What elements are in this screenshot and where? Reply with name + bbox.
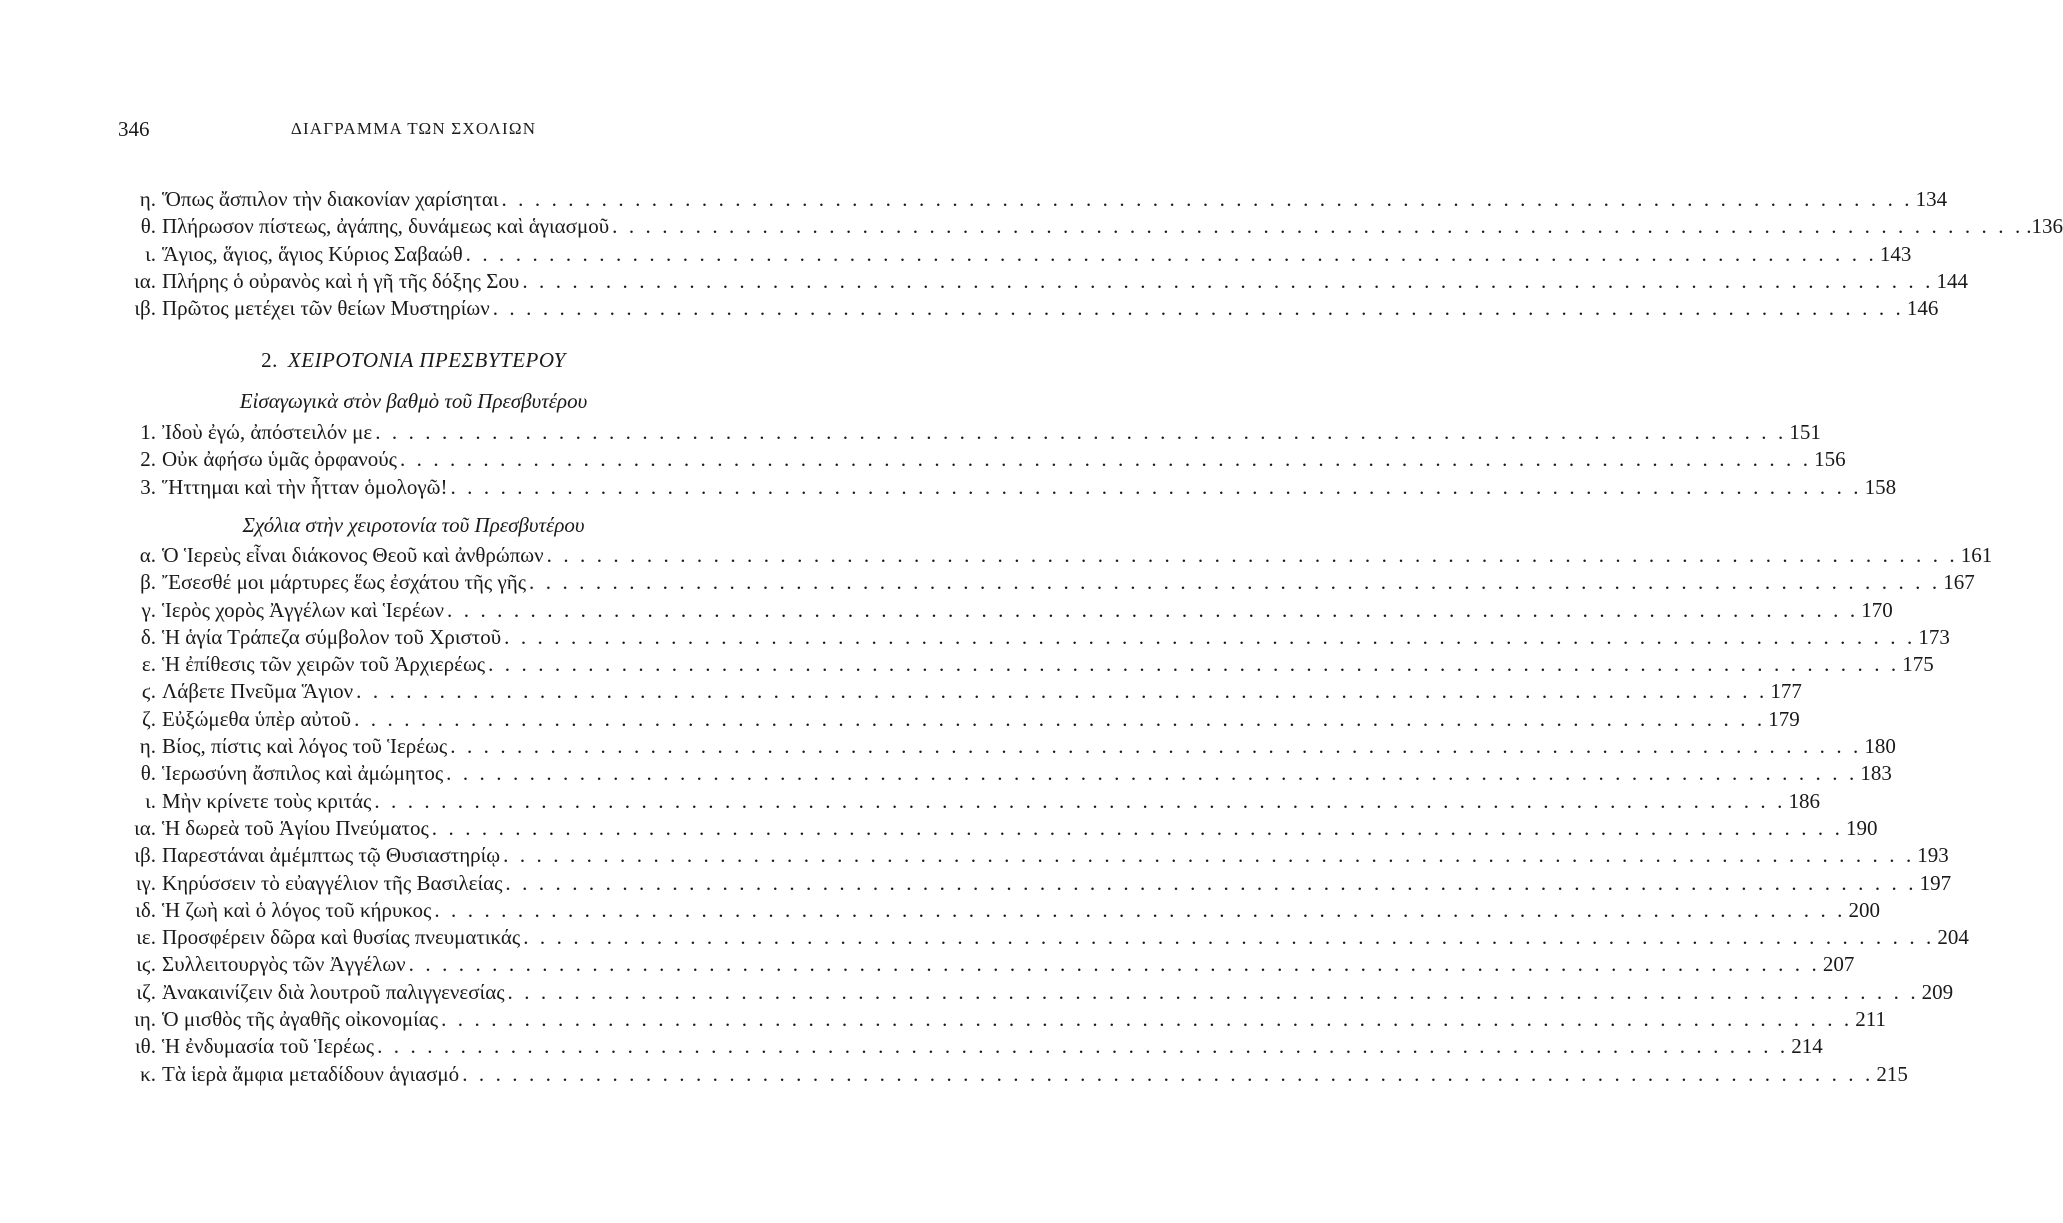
- entry-number: ιθ.: [135, 1034, 156, 1059]
- entry-page: 134: [1915, 187, 1948, 211]
- entry-number: θ.: [140, 214, 156, 239]
- entry-title: Εὐξώμεθα ὑπὲρ αὐτοῦ: [162, 706, 352, 731]
- dot-leader: [490, 295, 1907, 322]
- entry-title: Ἅγιος, ἅγιος, ἅγιος Κύριος Σαβαώθ: [162, 241, 463, 266]
- toc-entry: [118, 897, 1880, 924]
- section-title: ΧΕΙΡΟΤΟΝΙΑ ΠΡΕΣΒΥΤΕΡΟΥ: [287, 348, 566, 372]
- entry-page: 214: [1791, 1034, 1823, 1059]
- dot-leader: [372, 419, 1789, 446]
- entry-title: Ὅπως ἄσπιλον τὴν διακονίαν χαρίσηται: [162, 187, 499, 211]
- entry-title: Ἡ ἐπίθεσις τῶν χειρῶν τοῦ Ἀρχιερέως: [162, 652, 486, 677]
- toc-entry: [118, 842, 1949, 869]
- entry-number: ιδ.: [135, 897, 156, 922]
- intro-heading: Εἰσαγωγικὰ στὸν βαθμὸ τοῦ Πρεσβυτέρου: [239, 389, 588, 413]
- toc-entry: [118, 678, 1802, 705]
- dot-leader: [520, 924, 1937, 951]
- dot-leader: [351, 706, 1768, 733]
- entry-page: 158: [1864, 474, 1897, 499]
- entry-title: Λάβετε Πνεῦμα Ἅγιον: [162, 679, 354, 704]
- entry-number: 3.: [140, 474, 156, 499]
- entry-title: Οὐκ ἀφήσω ὑμᾶς ὀρφανούς: [162, 447, 397, 472]
- dot-leader: [609, 213, 2026, 240]
- entry-number: ε.: [141, 652, 156, 677]
- toc-entry: [118, 419, 1821, 446]
- entry-number: ιγ.: [135, 870, 156, 895]
- toc-entry: [118, 651, 1934, 678]
- entry-page: 175: [1902, 652, 1934, 677]
- entry-title: Κηρύσσειν τὸ εὐαγγέλιον τῆς Βασιλείας: [162, 870, 503, 895]
- dot-leader: [397, 446, 1814, 473]
- entry-number: ιη.: [134, 1007, 156, 1032]
- dot-leader: [526, 569, 1943, 596]
- entry-number: θ.: [140, 761, 156, 786]
- entry-title: Τὰ ἱερὰ ἄμφια μεταδίδουν ἁγιασμό: [162, 1061, 460, 1086]
- entry-title: Ἡ ἐνδυμασία τοῦ Ἱερέως: [162, 1034, 375, 1059]
- section-number: 2.: [261, 348, 278, 372]
- entry-page: 190: [1845, 815, 1878, 840]
- entry-title: Πρῶτος μετέχει τῶν θείων Μυστηρίων: [162, 296, 490, 321]
- toc-entry: [118, 542, 1993, 569]
- running-title: ΔΙΑΓΡΑΜΜΑ ΤΩΝ ΣΧΟΛΙΩΝ: [290, 119, 537, 138]
- entry-page: 215: [1876, 1061, 1908, 1086]
- entry-title: Ἡ ἁγία Τράπεζα σύμβολον τοῦ Χριστοῦ: [162, 624, 502, 649]
- dot-leader: [438, 1006, 1855, 1033]
- entry-page: 180: [1864, 734, 1896, 759]
- toc-entry: [118, 213, 2063, 240]
- entry-title: Προσφέρειν δῶρα καὶ θυσίας πνευματικάς: [162, 925, 521, 950]
- entry-title: Ὁ Ἱερεὺς εἶναι διάκονος Θεοῦ καὶ ἀνθρώπων: [162, 543, 544, 567]
- entry-page: 186: [1788, 788, 1820, 813]
- toc-entry: [118, 733, 1896, 760]
- entry-title: Ἡ ζωὴ καὶ ὁ λόγος τοῦ κήρυκος: [162, 897, 432, 922]
- dot-leader: [502, 870, 1919, 897]
- entry-number: ιβ.: [134, 296, 156, 321]
- entry-page: 207: [1822, 952, 1855, 977]
- entry-title: Ἡ δωρεὰ τοῦ Ἁγίου Πνεύματος: [162, 815, 429, 840]
- entry-page: 151: [1789, 420, 1821, 444]
- dot-leader: [447, 474, 1864, 501]
- toc-entry: [118, 924, 1969, 951]
- dot-leader: [498, 186, 1915, 213]
- toc-entry: [118, 706, 1800, 733]
- section-heading: [0, 348, 827, 373]
- entry-number: ιε.: [136, 925, 156, 950]
- entry-title: Βίος, πίστις καὶ λόγος τοῦ Ἱερέως: [162, 734, 448, 759]
- entry-number: γ.: [141, 597, 156, 622]
- entry-page: .136: [2026, 214, 2063, 239]
- dot-leader: [501, 624, 1918, 651]
- entry-page: 173: [1918, 624, 1950, 649]
- dot-leader: [374, 1033, 1791, 1060]
- entry-number: 2.: [140, 447, 156, 472]
- entry-number: β.: [140, 570, 156, 595]
- entry-title: Ἱερὸς χορὸς Ἀγγέλων καὶ Ἱερέων: [162, 597, 445, 622]
- toc-entry: [118, 979, 1954, 1006]
- entry-number: 1.: [140, 420, 156, 444]
- entry-page: 197: [1919, 870, 1952, 895]
- dot-leader: [500, 842, 1917, 869]
- entry-number: ζ.: [142, 706, 156, 731]
- toc-entry: [118, 1033, 1823, 1060]
- entry-number: α.: [139, 543, 156, 567]
- toc-entry: [118, 474, 1897, 501]
- dot-leader: [429, 815, 1846, 842]
- dot-leader: [371, 788, 1788, 815]
- toc-intro-list: [118, 419, 1897, 501]
- entry-number: η.: [139, 734, 156, 759]
- toc-entry: [118, 760, 1892, 787]
- toc-entry: [118, 446, 1846, 473]
- dot-leader: [505, 979, 1922, 1006]
- entry-number: ιϛ.: [136, 952, 156, 977]
- entry-title: Ἥττημαι καὶ τὴν ἧτταν ὁμολογῶ!: [162, 474, 448, 499]
- toc-comments-list: [118, 542, 1993, 1088]
- entry-number: ια.: [134, 268, 156, 293]
- entry-page: 200: [1848, 897, 1880, 922]
- entry-page: 177: [1770, 679, 1802, 704]
- entry-title: Ἱερωσύνη ἄσπιλος καὶ ἀμώμητος: [162, 761, 444, 786]
- entry-page: 179: [1768, 706, 1800, 731]
- entry-title: Ἀνακαινίζειν διὰ λουτροῦ παλιγγενεσίας: [162, 979, 505, 1004]
- entry-page: 204: [1937, 925, 1969, 950]
- dot-leader: [519, 268, 1936, 295]
- entry-title: Ἔσεσθέ μοι μάρτυρες ἕως ἐσχάτου τῆς γῆς: [162, 570, 527, 595]
- entry-title: Ὁ μισθὸς τῆς ἀγαθῆς οἰκονομίας: [162, 1007, 439, 1032]
- entry-page: 156: [1814, 447, 1846, 472]
- dot-leader: [459, 1061, 1876, 1088]
- entry-page: 167: [1943, 570, 1975, 595]
- dot-leader: [447, 733, 1864, 760]
- entry-number: κ.: [140, 1061, 156, 1086]
- entry-number: η.: [139, 187, 156, 211]
- comments-heading: Σχόλια στὴν χειροτονία τοῦ Πρεσβυτέρου: [242, 513, 585, 537]
- entry-page: 183: [1860, 761, 1892, 786]
- entry-number: ι.: [145, 241, 156, 266]
- page-header: [0, 117, 827, 145]
- entry-page: 209: [1921, 979, 1954, 1004]
- dot-leader: [485, 651, 1902, 678]
- toc-entry: [118, 624, 1950, 651]
- entry-page: 143: [1879, 241, 1912, 266]
- entry-title: Πλήρης ὁ οὐρανὸς καὶ ἡ γῆ τῆς δόξης Σου: [162, 268, 520, 293]
- entry-page: 211: [1855, 1007, 1886, 1032]
- entry-title: Συλλειτουργὸς τῶν Ἀγγέλων: [162, 952, 406, 977]
- toc-entry: [118, 569, 1975, 596]
- entry-number: ια.: [134, 815, 156, 840]
- entry-number: ι.: [145, 788, 156, 813]
- entry-title: Ἰδοὺ ἐγώ, ἀπόστειλόν με: [162, 420, 373, 444]
- entry-page: 161: [1960, 543, 1993, 567]
- dot-leader: [463, 241, 1880, 268]
- toc-entry: [118, 186, 1948, 213]
- dot-leader: [353, 678, 1770, 705]
- entry-page: 193: [1917, 843, 1949, 868]
- toc-entry: [118, 1061, 1908, 1088]
- toc-entry: [118, 597, 1893, 624]
- toc-entry: [118, 241, 1912, 268]
- entry-page: 170: [1861, 597, 1893, 622]
- entry-number: δ.: [140, 624, 156, 649]
- dot-leader: [444, 597, 1861, 624]
- entry-number: ιζ.: [136, 979, 156, 1004]
- toc-entry: [118, 951, 1855, 978]
- entry-title: Παρεστάναι ἀμέμπτως τῷ Θυσιαστηρίῳ: [162, 843, 501, 868]
- toc-entry: [118, 870, 1952, 897]
- dot-leader: [443, 760, 1860, 787]
- dot-leader: [544, 542, 1961, 569]
- toc-entry: [118, 295, 1939, 322]
- page-number: 346: [118, 117, 150, 141]
- dot-leader: [406, 951, 1823, 978]
- toc-entry: [118, 268, 1968, 295]
- entry-page: 144: [1936, 268, 1968, 293]
- toc-entry: [118, 788, 1820, 815]
- dot-leader: [431, 897, 1848, 924]
- entry-title: Μὴν κρίνετε τοὺς κριτάς: [162, 788, 372, 813]
- entry-page: 146: [1906, 296, 1939, 321]
- toc-entry: [118, 815, 1878, 842]
- entry-title: Πλήρωσον πίστεως, ἀγάπης, δυνάμεως καὶ ἁγιασμοῦ: [162, 214, 610, 239]
- toc-group-1: [118, 186, 2063, 322]
- toc-entry: [118, 1006, 1886, 1033]
- entry-number: ιβ.: [134, 843, 156, 868]
- entry-number: ϛ.: [141, 679, 156, 704]
